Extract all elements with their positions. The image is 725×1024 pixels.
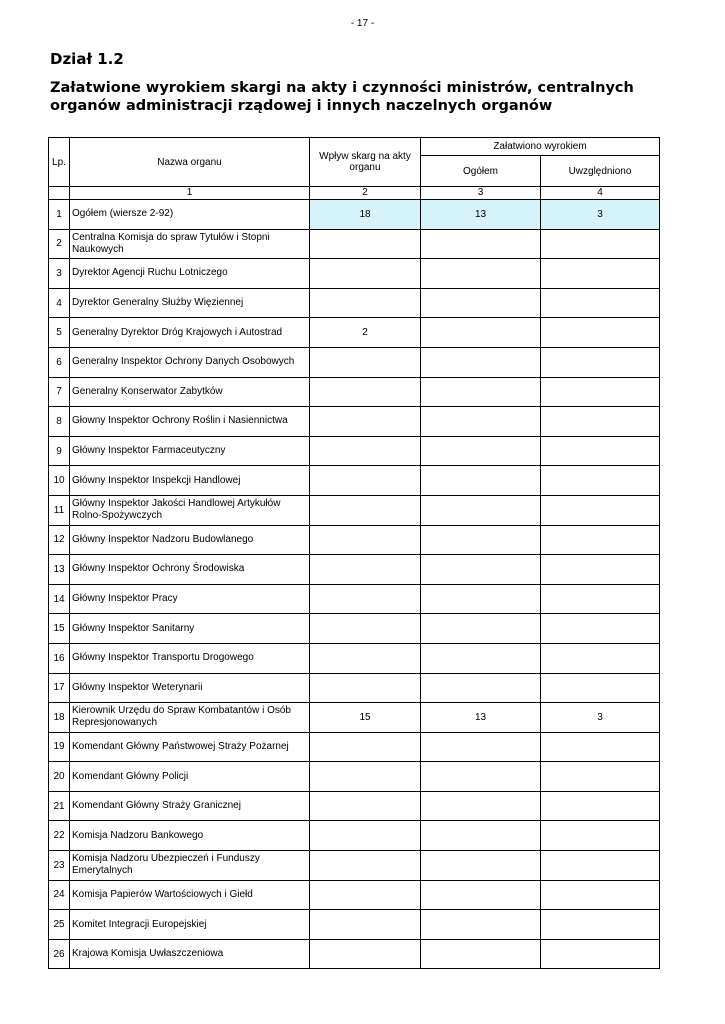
row-organ-name: Główny Inspektor Pracy — [70, 584, 310, 614]
document-title: Załatwione wyrokiem skargi na akty i czynności ministrów, centralnych organów administracji rządowej i innych naczelnych organów — [50, 80, 634, 114]
row-number: 22 — [49, 821, 70, 851]
row-organ-name: Główny Inspektor Nadzoru Budowlanego — [70, 525, 310, 555]
row-number: 15 — [49, 614, 70, 644]
table-row — [49, 732, 660, 762]
row-organ-name: Główny Inspektor Weterynarii — [70, 673, 310, 703]
row-number: 25 — [49, 910, 70, 940]
row-uwzgledniono-value — [541, 584, 660, 614]
header-zalatwiono: Załatwiono wyrokiem — [421, 138, 660, 156]
row-uwzgledniono-value — [541, 555, 660, 585]
row-wplyw-value — [310, 377, 421, 407]
row-ogolem-value — [421, 555, 541, 585]
table-row — [49, 584, 660, 614]
row-ogolem-value — [421, 762, 541, 792]
header-num-1: 1 — [70, 187, 310, 200]
row-uwzgledniono-value — [541, 910, 660, 940]
row-ogolem-value — [421, 910, 541, 940]
row-ogolem-value — [421, 851, 541, 881]
row-number: 2 — [49, 229, 70, 259]
row-uwzgledniono-value: 3 — [541, 703, 660, 733]
header-wplyw: Wpływ skarg na akty organu — [310, 138, 421, 187]
table-row — [49, 288, 660, 318]
table-row — [49, 703, 660, 733]
row-ogolem-value — [421, 791, 541, 821]
row-ogolem-value: 13 — [421, 703, 541, 733]
row-ogolem-value — [421, 584, 541, 614]
table-row — [49, 525, 660, 555]
row-wplyw-value — [310, 259, 421, 289]
row-number: 20 — [49, 762, 70, 792]
section-title: Dział 1.2 — [50, 50, 124, 68]
row-uwzgledniono-value — [541, 466, 660, 496]
row-organ-name: Komendant Główny Policji — [70, 762, 310, 792]
row-uwzgledniono-value: 3 — [541, 200, 660, 230]
row-number: 26 — [49, 939, 70, 969]
table-row — [49, 495, 660, 525]
row-number: 19 — [49, 732, 70, 762]
row-number: 24 — [49, 880, 70, 910]
row-wplyw-value — [310, 495, 421, 525]
row-organ-name: Komisja Nadzoru Bankowego — [70, 821, 310, 851]
row-number: 4 — [49, 288, 70, 318]
row-uwzgledniono-value — [541, 495, 660, 525]
row-organ-name: Komisja Nadzoru Ubezpieczeń i Funduszy Emerytalnych — [70, 851, 310, 881]
row-ogolem-value — [421, 288, 541, 318]
header-num-2: 2 — [310, 187, 421, 200]
table-row — [49, 318, 660, 348]
row-wplyw-value — [310, 407, 421, 437]
row-wplyw-value: 18 — [310, 200, 421, 230]
row-uwzgledniono-value — [541, 436, 660, 466]
row-organ-name: Ogółem (wiersze 2-92) — [70, 200, 310, 230]
header-num-empty — [49, 187, 70, 200]
row-number: 13 — [49, 555, 70, 585]
row-organ-name: Główny Inspektor Jakości Handlowej Artykułów Rolno-Spożywczych — [70, 495, 310, 525]
table-row — [49, 762, 660, 792]
row-organ-name: Centralna Komisja do spraw Tytułów i Stopni Naukowych — [70, 229, 310, 259]
row-wplyw-value: 15 — [310, 703, 421, 733]
row-organ-name: Kierownik Urzędu do Spraw Kombatantów i Osób Represjonowanych — [70, 703, 310, 733]
row-uwzgledniono-value — [541, 377, 660, 407]
row-ogolem-value — [421, 821, 541, 851]
row-organ-name: Główny Inspektor Inspekcji Handlowej — [70, 466, 310, 496]
header-num-4: 4 — [541, 187, 660, 200]
row-wplyw-value — [310, 436, 421, 466]
row-uwzgledniono-value — [541, 347, 660, 377]
table-row — [49, 673, 660, 703]
page-number: - 17 - — [350, 18, 375, 29]
row-number: 16 — [49, 643, 70, 673]
table-row — [49, 939, 660, 969]
table-row — [49, 259, 660, 289]
row-wplyw-value — [310, 732, 421, 762]
header-num-3: 3 — [421, 187, 541, 200]
table-row — [49, 791, 660, 821]
row-wplyw-value — [310, 851, 421, 881]
row-ogolem-value — [421, 495, 541, 525]
row-uwzgledniono-value — [541, 939, 660, 969]
row-ogolem-value — [421, 347, 541, 377]
row-number: 23 — [49, 851, 70, 881]
row-number: 11 — [49, 495, 70, 525]
row-ogolem-value — [421, 880, 541, 910]
row-organ-name: Dyrektor Agencji Ruchu Lotniczego — [70, 259, 310, 289]
row-organ-name: Komendant Główny Straży Granicznej — [70, 791, 310, 821]
row-number: 18 — [49, 703, 70, 733]
row-ogolem-value — [421, 259, 541, 289]
row-wplyw-value — [310, 791, 421, 821]
header-name: Nazwa organu — [70, 138, 310, 187]
row-wplyw-value — [310, 525, 421, 555]
table-row — [49, 614, 660, 644]
row-wplyw-value — [310, 614, 421, 644]
row-organ-name: Generalny Konserwator Zabytków — [70, 377, 310, 407]
row-wplyw-value — [310, 229, 421, 259]
row-number: 5 — [49, 318, 70, 348]
table-row — [49, 466, 660, 496]
row-wplyw-value — [310, 643, 421, 673]
row-ogolem-value — [421, 407, 541, 437]
row-organ-name: Główny Inspektor Farmaceutyczny — [70, 436, 310, 466]
row-wplyw-value: 2 — [310, 318, 421, 348]
row-ogolem-value — [421, 525, 541, 555]
row-number: 8 — [49, 407, 70, 437]
table-row — [49, 229, 660, 259]
row-uwzgledniono-value — [541, 259, 660, 289]
row-ogolem-value — [421, 466, 541, 496]
row-ogolem-value — [421, 643, 541, 673]
row-uwzgledniono-value — [541, 229, 660, 259]
row-wplyw-value — [310, 584, 421, 614]
header-uwzgledniono: Uwzględniono — [541, 156, 660, 187]
row-organ-name: Komisja Papierów Wartościowych i Giełd — [70, 880, 310, 910]
row-wplyw-value — [310, 821, 421, 851]
row-ogolem-value — [421, 673, 541, 703]
row-number: 10 — [49, 466, 70, 496]
row-number: 6 — [49, 347, 70, 377]
complaints-table — [48, 137, 660, 969]
row-uwzgledniono-value — [541, 791, 660, 821]
row-number: 14 — [49, 584, 70, 614]
row-wplyw-value — [310, 288, 421, 318]
row-uwzgledniono-value — [541, 525, 660, 555]
row-ogolem-value — [421, 614, 541, 644]
row-number: 12 — [49, 525, 70, 555]
row-number: 1 — [49, 200, 70, 230]
row-ogolem-value: 13 — [421, 200, 541, 230]
row-wplyw-value — [310, 939, 421, 969]
row-wplyw-value — [310, 762, 421, 792]
header-lp: Lp. — [49, 138, 70, 187]
row-uwzgledniono-value — [541, 318, 660, 348]
row-organ-name: Krajowa Komisja Uwłaszczeniowa — [70, 939, 310, 969]
row-organ-name: Generalny Dyrektor Dróg Krajowych i Autostrad — [70, 318, 310, 348]
row-uwzgledniono-value — [541, 732, 660, 762]
table-row — [49, 643, 660, 673]
row-organ-name: Generalny Inspektor Ochrony Danych Osobowych — [70, 347, 310, 377]
table-row — [49, 555, 660, 585]
row-organ-name: Komendant Główny Państwowej Straży Pożarnej — [70, 732, 310, 762]
row-wplyw-value — [310, 910, 421, 940]
row-organ-name: Dyrektor Generalny Służby Więziennej — [70, 288, 310, 318]
row-ogolem-value — [421, 939, 541, 969]
row-ogolem-value — [421, 318, 541, 348]
row-ogolem-value — [421, 732, 541, 762]
table-row — [49, 880, 660, 910]
row-ogolem-value — [421, 377, 541, 407]
row-uwzgledniono-value — [541, 673, 660, 703]
row-uwzgledniono-value — [541, 614, 660, 644]
row-uwzgledniono-value — [541, 880, 660, 910]
row-number: 3 — [49, 259, 70, 289]
row-number: 21 — [49, 791, 70, 821]
row-organ-name: Główny Inspektor Ochrony Środowiska — [70, 555, 310, 585]
table-row — [49, 910, 660, 940]
row-uwzgledniono-value — [541, 407, 660, 437]
row-organ-name: Główny Inspektor Sanitarny — [70, 614, 310, 644]
row-number: 9 — [49, 436, 70, 466]
row-uwzgledniono-value — [541, 288, 660, 318]
row-uwzgledniono-value — [541, 762, 660, 792]
row-wplyw-value — [310, 880, 421, 910]
table-row — [49, 821, 660, 851]
header-ogolem: Ogółem — [421, 156, 541, 187]
row-uwzgledniono-value — [541, 643, 660, 673]
row-organ-name: Główny Inspektor Transportu Drogowego — [70, 643, 310, 673]
table-row — [49, 200, 660, 230]
table-row — [49, 377, 660, 407]
row-uwzgledniono-value — [541, 851, 660, 881]
row-wplyw-value — [310, 466, 421, 496]
table-row — [49, 436, 660, 466]
row-number: 7 — [49, 377, 70, 407]
row-organ-name: Komitet Integracji Europejskiej — [70, 910, 310, 940]
row-wplyw-value — [310, 555, 421, 585]
table-row — [49, 407, 660, 437]
table-row — [49, 347, 660, 377]
row-wplyw-value — [310, 347, 421, 377]
row-wplyw-value — [310, 673, 421, 703]
row-number: 17 — [49, 673, 70, 703]
row-organ-name: Głowny Inspektor Ochrony Roślin i Nasiennictwa — [70, 407, 310, 437]
table-row — [49, 851, 660, 881]
row-ogolem-value — [421, 436, 541, 466]
row-ogolem-value — [421, 229, 541, 259]
row-uwzgledniono-value — [541, 821, 660, 851]
